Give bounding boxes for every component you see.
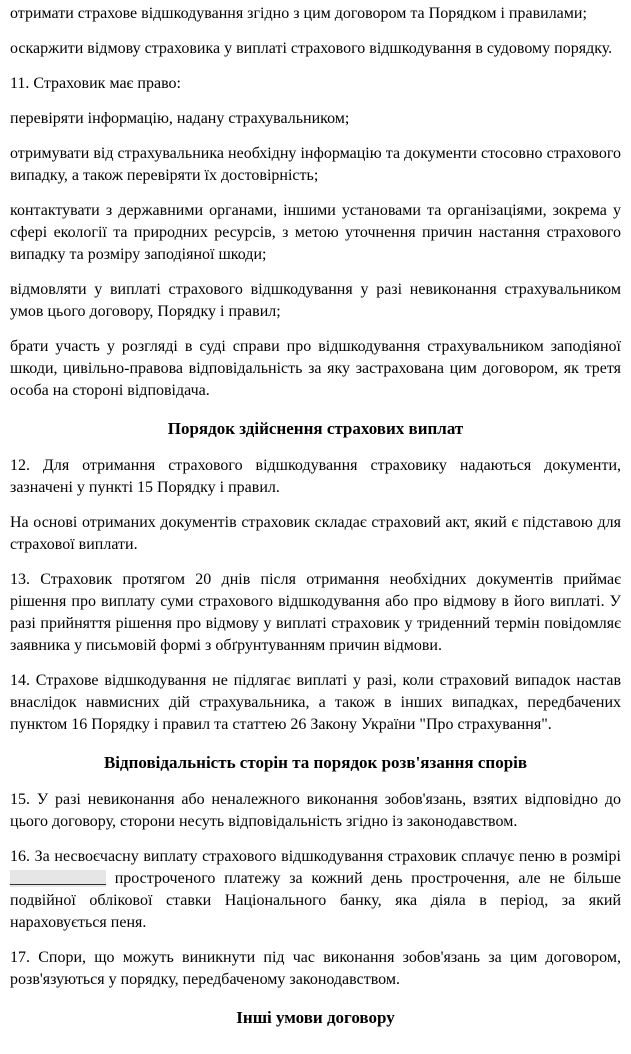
- paragraph: 14. Страхове відшкодування не підлягає виплаті у разі, коли страховий випадок настав внаслідок навмисних дій страхувальника, а також в інших випадках, передбачених пунктом 16 Порядку і правил та статтею 26 Закону України "Про страхування".: [10, 672, 621, 733]
- paragraph: брати участь у розгляді в суді справи про відшкодування страхувальником заподіяної шкоди, цивільно-правова відповідальність за яку застрахована цим договором, як третя особа на стороні відповідача.: [10, 338, 621, 399]
- paragraph: 13. Страховик протягом 20 днів після отримання необхідних документів приймає рішення про виплату суми страхового відшкодування або про відмову в його виплаті. У разі прийняття рішення про відмову у виплаті страховик у триденний термін повідомляє заявника у письмовій формі з обґрунтуванням причин відмови.: [10, 571, 621, 654]
- paragraph: отримати страхове відшкодування згідно з цим договором та Порядком і правилами;: [10, 5, 587, 22]
- section-heading-other-terms: Інші умови договору: [236, 1008, 395, 1027]
- paragraph-with-blank: [10, 846, 621, 934]
- paragraph: 15. У разі невиконання або неналежного виконання зобов'язань, взятих відповідно до цього договору, сторони несуть відповідальність згідно із законодавством.: [10, 791, 621, 830]
- section-heading-liability-disputes: Відповідальність сторін та порядок розв'язання спорів: [103, 753, 528, 772]
- fill-in-blank-field[interactable]: ____________: [10, 870, 106, 887]
- section-heading-payment-procedure: Порядок здійснення страхових виплат: [167, 419, 464, 438]
- paragraph: перевіряти інформацію, надану страхувальником;: [10, 110, 350, 127]
- paragraph: оскаржити відмову страховика у виплаті страхового відшкодування в судовому порядку.: [10, 40, 613, 57]
- paragraph: відмовляти у виплаті страхового відшкодування у разі невиконання страхувальником умов цього договору, Порядку і правил;: [10, 281, 621, 320]
- paragraph-text-after-blank: простроченого платежу за кожний день прострочення, але не більше подвійної облікової ставки Національного банку, яка діяла в період, за який нараховується пеня.: [10, 870, 621, 931]
- paragraph: 11. Страховик має право:: [10, 75, 181, 92]
- paragraph: На основі отриманих документів страховик складає страховий акт, який є підставою для страхової виплати.: [10, 514, 621, 553]
- paragraph: контактувати з державними органами, іншими установами та організаціями, зокрема у сфері екології та природних ресурсів, з метою уточнення причин настання страхового випадку та розміру заподіяної шкоди;: [10, 202, 621, 263]
- paragraph-text-before-blank: 16. За несвоєчасну виплату страхового відшкодування страховик сплачує пеню в розмірі: [10, 848, 621, 865]
- paragraph: 17. Спори, що можуть виникнути під час виконання зобов'язань за цим договором, розв'язуються у порядку, передбаченому законодавством.: [10, 949, 621, 988]
- paragraph: отримувати від страхувальника необхідну інформацію та документи стосовно страхового випадку, а також перевіряти їх достовірність;: [10, 145, 621, 184]
- paragraph: 12. Для отримання страхового відшкодування страховику надаються документи, зазначені у пункті 15 Порядку і правил.: [10, 457, 621, 496]
